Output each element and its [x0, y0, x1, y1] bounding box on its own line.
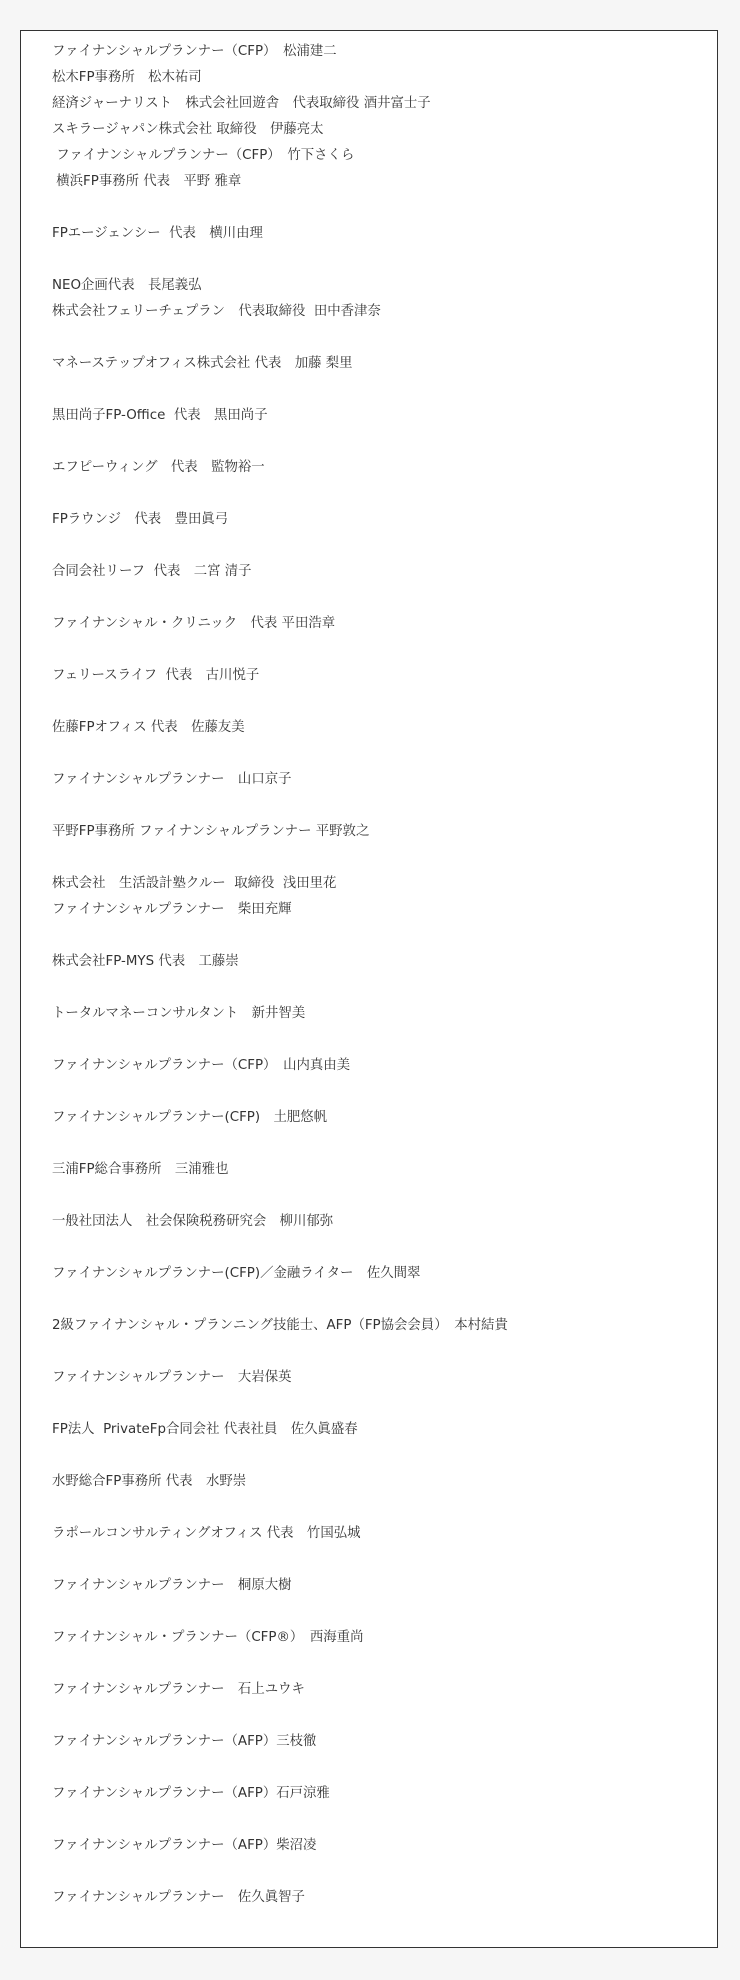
supervisor-entry: FPラウンジ 代表 豊田眞弓	[52, 512, 229, 527]
supervisor-entry: ファイナンシャル・クリニック 代表 平田浩章	[52, 616, 336, 631]
supervisor-entry: 株式会社フェリーチェプラン 代表取締役 田中香津奈	[52, 304, 381, 319]
supervisor-entry: 株式会社 生活設計塾クルー 取締役 浅田里花	[52, 876, 337, 891]
supervisor-entry: ファイナンシャルプランナー(CFP)／金融ライター 佐久間翠	[52, 1266, 421, 1281]
supervisor-entry: 平野FP事務所 ファイナンシャルプランナー 平野敦之	[52, 824, 370, 839]
supervisor-entry: 株式会社FP-MYS 代表 工藤崇	[52, 954, 239, 969]
supervisor-entry: エフピーウィング 代表 監物裕一	[52, 460, 265, 475]
supervisor-entry: ファイナンシャルプランナー(CFP) 土肥悠帆	[52, 1110, 328, 1125]
supervisor-entry: ファイナンシャルプランナー（AFP）三枝徹	[52, 1734, 317, 1749]
supervisor-entry: ファイナンシャルプランナー（AFP）石戸涼雅	[52, 1786, 330, 1801]
supervisor-entry: 黒田尚子FP-Office 代表 黒田尚子	[52, 408, 268, 423]
supervisor-entry: ファイナンシャルプランナー 大岩保英	[52, 1370, 292, 1385]
supervisor-entry: ファイナンシャルプランナー（CFP） 松浦建二	[52, 44, 337, 59]
supervisor-entry: トータルマネーコンサルタント 新井智美	[52, 1006, 306, 1021]
supervisor-entry: 横浜FP事務所 代表 平野 雅章	[52, 174, 242, 189]
supervisor-entry: ファイナンシャルプランナー（AFP）柴沼凌	[52, 1838, 317, 1853]
supervisor-entry: 2級ファイナンシャル・プランニング技能士、AFP（FP協会会員） 本村結貴	[52, 1318, 508, 1333]
supervisor-entry: 経済ジャーナリスト 株式会社回遊舎 代表取締役 酒井富士子	[52, 96, 431, 111]
supervisor-entry: ファイナンシャル・プランナー（CFP®） 西海重尚	[52, 1630, 364, 1645]
supervisor-entry: 合同会社リーフ 代表 二宮 清子	[52, 564, 252, 579]
supervisor-entry: ファイナンシャルプランナー 桐原大樹	[52, 1578, 292, 1593]
supervisor-entry: 松木FP事務所 松木祐司	[52, 70, 202, 85]
supervisor-entry: マネーステップオフィス株式会社 代表 加藤 梨里	[52, 356, 353, 371]
supervisor-entry: 水野総合FP事務所 代表 水野崇	[52, 1474, 247, 1489]
supervisor-entry: 一般社団法人 社会保険税務研究会 柳川郁弥	[52, 1214, 334, 1229]
supervisor-entry: ファイナンシャルプランナー（CFP） 竹下さくら	[52, 148, 355, 163]
supervisor-entry: 三浦FP総合事務所 三浦雅也	[52, 1162, 229, 1177]
supervisor-entry: フェリースライフ 代表 古川悦子	[52, 668, 260, 683]
supervisor-entry: ファイナンシャルプランナー 佐久眞智子	[52, 1890, 305, 1905]
supervisor-entry: ファイナンシャルプランナー 柴田充輝	[52, 902, 292, 917]
supervisor-entry: 佐藤FPオフィス 代表 佐藤友美	[52, 720, 245, 735]
supervisor-entry: NEO企画代表 長尾義弘	[52, 278, 202, 293]
supervisor-entry: ファイナンシャルプランナー（CFP） 山内真由美	[52, 1058, 351, 1073]
supervisor-entry: ファイナンシャルプランナー 山口京子	[52, 772, 292, 787]
supervisor-entry: FPエージェンシー 代表 横川由理	[52, 226, 263, 241]
supervisor-entry: スキラージャパン株式会社 取締役 伊藤亮太	[52, 122, 324, 137]
supervisor-entry: ラポールコンサルティングオフィス 代表 竹国弘城	[52, 1526, 361, 1541]
supervisor-entry: ファイナンシャルプランナー 石上ユウキ	[52, 1682, 305, 1697]
supervisor-list-panel	[20, 30, 718, 1948]
supervisor-entry: FP法人 PrivateFp合同会社 代表社員 佐久眞盛春	[52, 1422, 358, 1437]
